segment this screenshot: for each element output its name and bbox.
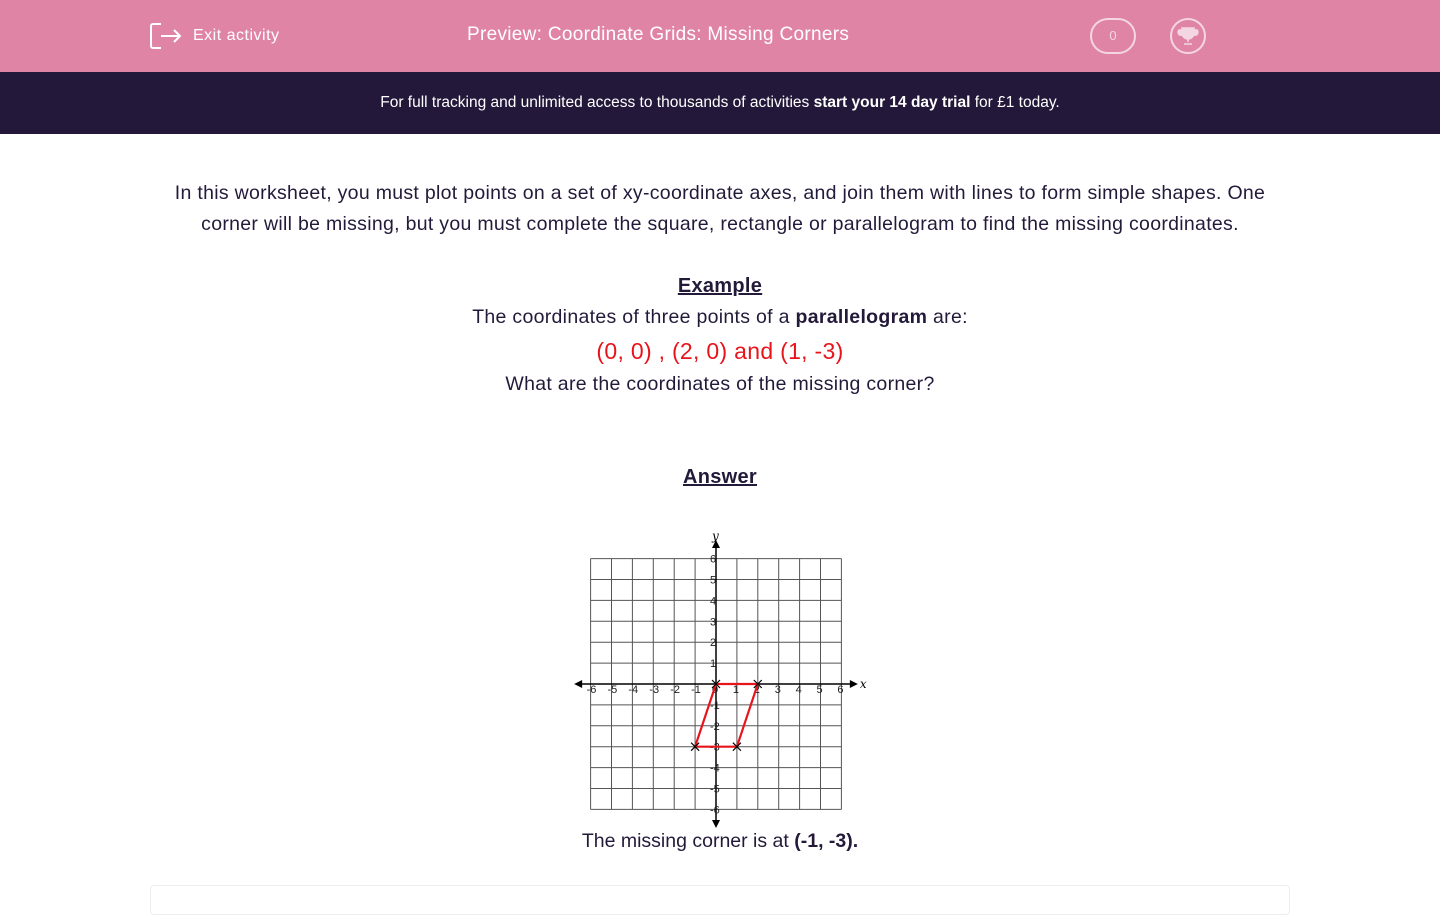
y-tick-label: -5 bbox=[710, 783, 720, 796]
worksheet-content bbox=[150, 178, 1290, 493]
trophy-button[interactable] bbox=[1170, 18, 1206, 54]
score-badge: 0 bbox=[1090, 18, 1136, 54]
y-tick-label: -3 bbox=[710, 741, 720, 754]
exit-activity-button[interactable] bbox=[149, 22, 280, 50]
x-tick-label: -2 bbox=[670, 684, 680, 696]
y-tick-label: -1 bbox=[710, 699, 720, 712]
y-tick-label: -6 bbox=[710, 804, 720, 817]
x-tick-label: -1 bbox=[691, 684, 701, 696]
y-tick-label: 6 bbox=[710, 553, 717, 566]
y-tick-label: 1 bbox=[710, 658, 717, 671]
x-tick-label: 5 bbox=[816, 684, 823, 696]
y-tick-label: 4 bbox=[710, 595, 717, 608]
example-heading: Example bbox=[677, 275, 763, 297]
y-tick-label: -2 bbox=[710, 720, 720, 733]
x-tick-label: 3 bbox=[774, 684, 781, 696]
exit-icon bbox=[149, 22, 183, 50]
x-tick-label: 2 bbox=[753, 684, 760, 696]
x-tick-label: -6 bbox=[586, 684, 597, 696]
parallelogram bbox=[695, 684, 758, 747]
next-card bbox=[150, 885, 1290, 915]
banner-text-end: for £1 today. bbox=[970, 94, 1060, 111]
example-prompt: What are the coordinates of the missing corner? bbox=[505, 373, 935, 395]
x-tick-label: -5 bbox=[607, 684, 618, 696]
x-axis-label: x bbox=[859, 677, 867, 691]
x-tick-label: 6 bbox=[837, 684, 844, 696]
y-tick-label: 5 bbox=[710, 574, 717, 587]
trial-link[interactable]: start your 14 day trial bbox=[813, 94, 971, 111]
x-tick-label: 1 bbox=[732, 684, 740, 696]
y-tick-label: 3 bbox=[710, 616, 717, 629]
example-question: The coordinates of three points of a parallelogram are: bbox=[472, 306, 968, 328]
answer-text: The missing corner is at (-1, -3). bbox=[581, 830, 859, 852]
page-title: Preview: Coordinate Grids: Missing Corners bbox=[467, 24, 850, 45]
y-axis-label: y bbox=[712, 529, 719, 544]
exit-label: Exit activity bbox=[193, 27, 280, 44]
banner-text: For full tracking and unlimited access to thousands of activities bbox=[380, 94, 814, 111]
x-tick-label: -4 bbox=[628, 684, 639, 696]
x-tick-label: -3 bbox=[649, 684, 660, 696]
header-bar bbox=[0, 0, 1440, 72]
example-points: (0, 0) , (2, 0) and (1, -3) bbox=[596, 338, 844, 364]
x-tick-label: 0 bbox=[712, 684, 719, 696]
x-tick-label: 4 bbox=[795, 684, 802, 696]
intro-text: In this worksheet, you must plot points on a set of xy-coordinate axes, and join them with lines to form simple shapes. One corner will be missing, but you must complete the square, rectangle or parallelogram to find the missing coordinates. bbox=[174, 182, 1266, 235]
coordinate-grid bbox=[575, 530, 865, 825]
y-tick-label: 2 bbox=[710, 637, 717, 650]
trial-banner[interactable] bbox=[0, 72, 1440, 134]
answer-heading: Answer bbox=[682, 466, 758, 488]
trophy-icon bbox=[1177, 25, 1199, 47]
y-tick-label: -4 bbox=[710, 762, 720, 775]
